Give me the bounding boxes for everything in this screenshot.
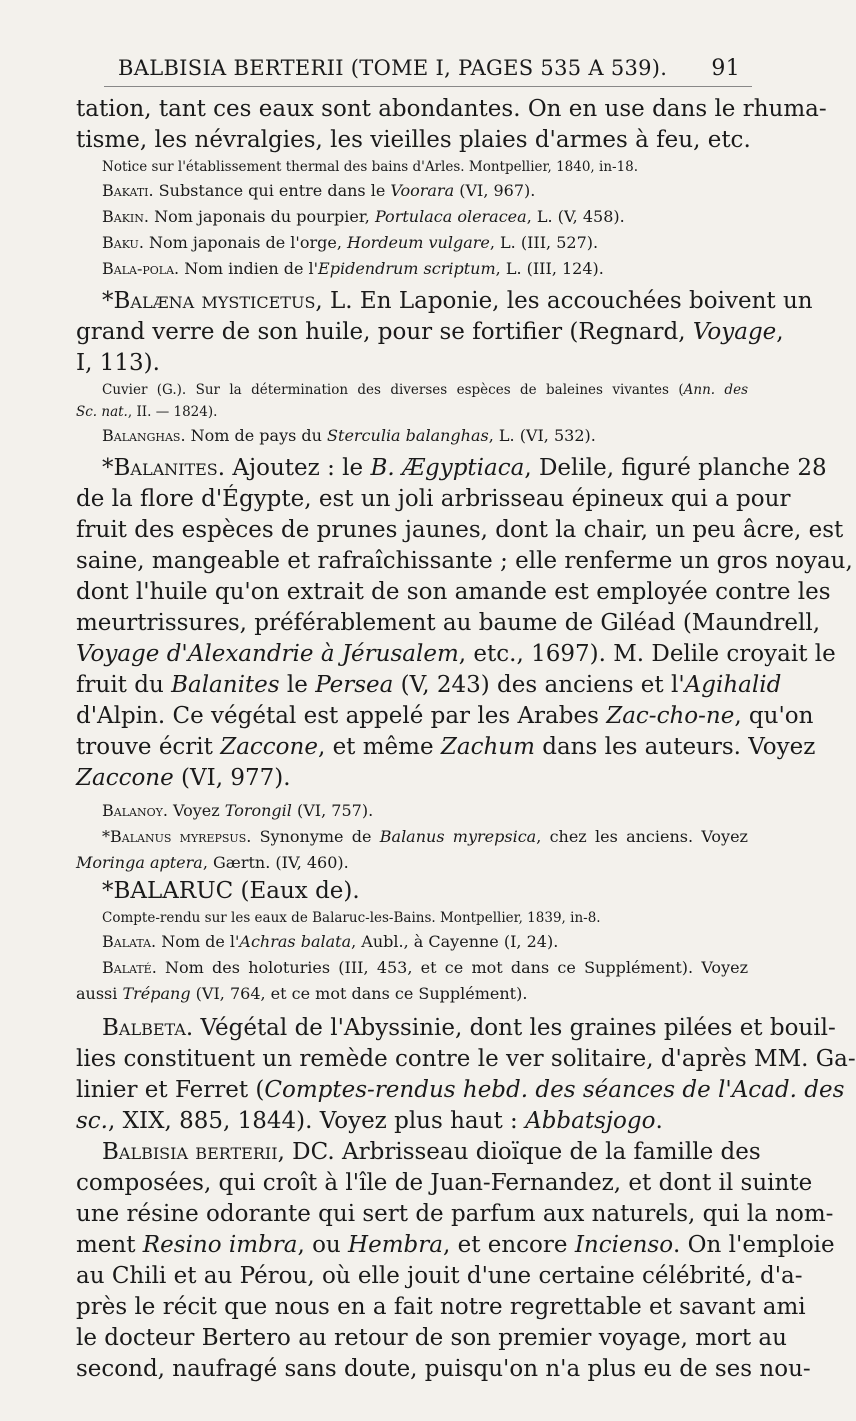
entry-bakin: Bakin. Nom japonais du pourpier, Portulaca oleracea, L. (V, 458).	[102, 207, 625, 226]
entry-balaruc: *BALARUC (Eaux de).	[102, 878, 360, 904]
text-line: sc., XIX, 885, 1844). Voyez plus haut : Abbatsjogo.	[76, 1108, 663, 1134]
text-line: fruit des espèces de prunes jaunes, dont la chair, un peu âcre, est	[76, 517, 844, 543]
text-line: tisme, les névralgies, les vieilles plaies d'armes à feu, etc.	[76, 127, 751, 153]
entry-balanus: *Balanus myrepsus. Synonyme de Balanus myrepsica, chez les anciens. Voyez	[102, 827, 748, 846]
text-line: grand verre de son huile, pour se fortifier (Regnard, Voyage,	[76, 319, 784, 345]
text-line: fruit du Balanites le Persea (V, 243) des anciens et l'Agihalid	[76, 672, 782, 698]
text-line: de la flore d'Égypte, est un joli arbrisseau épineux qui a pour	[76, 486, 791, 512]
page-number: 91	[711, 56, 740, 81]
text-line: au Chili et au Pérou, où elle jouit d'une certaine célébrité, d'a-	[76, 1263, 803, 1289]
text-line: Moringa aptera, Gærtn. (IV, 460).	[76, 853, 349, 872]
entry-balanites: *Balanites. Ajoutez : le B. Ægyptiaca, Delile, figuré planche 28	[102, 455, 827, 481]
text-line: dont l'huile qu'on extrait de son amande est employée contre les	[76, 579, 831, 605]
text-line: I, 113).	[76, 350, 160, 376]
entry-balate: Balaté. Nom des holoturies (III, 453, et ce mot dans ce Supplément). Voyez	[102, 958, 748, 977]
citation-line: Cuvier (G.). Sur la détermination des diverses espèces de baleines vivantes (Ann. des	[102, 382, 748, 398]
header-rule	[104, 86, 752, 87]
page-body	[76, 94, 856, 1385]
text-line: près le récit que nous en a fait notre regrettable et savant ami	[76, 1294, 806, 1320]
text-line: tation, tant ces eaux sont abondantes. On en use dans le rhuma-	[76, 96, 827, 122]
entry-baku: Baku. Nom japonais de l'orge, Hordeum vulgare, L. (III, 527).	[102, 233, 599, 252]
entry-balanghas: Balanghas. Nom de pays du Sterculia balanghas, L. (VI, 532).	[102, 426, 596, 445]
entry-bakati: Bakati. Substance qui entre dans le Voorara (VI, 967).	[102, 181, 536, 200]
citation-line: Compte-rendu sur les eaux de Balaruc-les-Bains. Montpellier, 1839, in-8.	[102, 910, 601, 926]
running-title: BALBISIA BERTERII (TOME I, PAGES 535 A 539).	[118, 56, 668, 80]
text-line: une résine odorante qui sert de parfum aux naturels, qui la nom-	[76, 1201, 834, 1227]
entry-balbisia: Balbisia berterii, DC. Arbrisseau dioïque de la famille des	[102, 1139, 761, 1165]
text-line: lies constituent un remède contre le ver solitaire, d'après MM. Ga-	[76, 1046, 856, 1072]
text-line: Zaccone (VI, 977).	[76, 765, 291, 791]
text-line: Voyage d'Alexandrie à Jérusalem, etc., 1697). M. Delile croyait le	[76, 641, 836, 667]
text-line: composées, qui croît à l'île de Juan-Fernandez, et dont il suinte	[76, 1170, 813, 1196]
entry-balbeta: Balbeta. Végétal de l'Abyssinie, dont les graines pilées et bouil-	[102, 1015, 836, 1041]
entry-balata: Balata. Nom de l'Achras balata, Aubl., à Cayenne (I, 24).	[102, 932, 559, 951]
text-line: aussi Trépang (VI, 764, et ce mot dans ce Supplément).	[76, 984, 528, 1003]
text-line: second, naufragé sans doute, puisqu'on n'a plus eu de ses nou-	[76, 1356, 811, 1382]
running-header	[118, 56, 740, 81]
text-line: saine, mangeable et rafraîchissante ; elle renferme un gros noyau,	[76, 548, 853, 574]
text-line: meurtrissures, préférablement au baume de Giléad (Maundrell,	[76, 610, 821, 636]
text-line: trouve écrit Zaccone, et même Zachum dans les auteurs. Voyez	[76, 734, 816, 760]
text-line: d'Alpin. Ce végétal est appelé par les Arabes Zac-cho-ne, qu'on	[76, 703, 814, 729]
citation-line: Sc. nat., II. — 1824).	[76, 404, 218, 420]
entry-bala-pola: Bala-pola. Nom indien de l'Epidendrum scriptum, L. (III, 124).	[102, 259, 604, 278]
citation-line: Notice sur l'établissement thermal des bains d'Arles. Montpellier, 1840, in-18.	[102, 159, 639, 175]
text-line: le docteur Bertero au retour de son premier voyage, mort au	[76, 1325, 787, 1351]
text-line: linier et Ferret (Comptes-rendus hebd. des séances de l'Acad. des	[76, 1077, 845, 1103]
entry-balaena: *Balæna mysticetus, L. En Laponie, les accouchées boivent un	[102, 288, 813, 314]
text-line: ment Resino imbra, ou Hembra, et encore Incienso. On l'emploie	[76, 1232, 835, 1258]
entry-balanoy: Balanoy. Voyez Torongil (VI, 757).	[102, 801, 374, 820]
